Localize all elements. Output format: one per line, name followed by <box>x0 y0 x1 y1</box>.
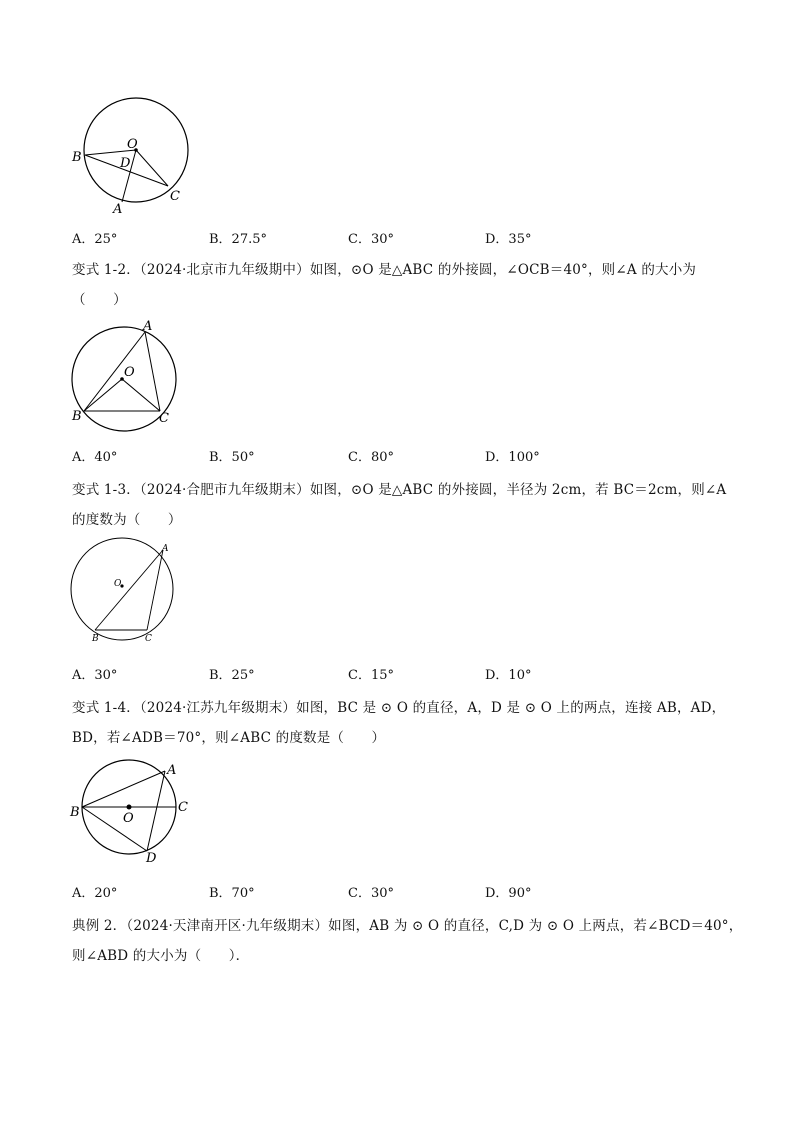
segment-ob <box>84 379 122 411</box>
segment-oc <box>122 379 160 411</box>
question-1-3-line-2: 的度数为（ ） <box>72 512 182 528</box>
figure-1-4-circle-diagram <box>68 756 198 866</box>
label-o: O <box>114 579 122 589</box>
label-b: B <box>72 409 82 424</box>
example-2-line-2: 则∠ABD 的大小为（ ）． <box>72 948 250 964</box>
question-1-2-line-1: 变式 1-2．（2024·北京市九年级期中）如图，⊙O 是△ABC 的外接圆，∠OCB＝40°，则∠A 的大小为 <box>72 262 697 278</box>
option-d[interactable]: D．90° <box>485 886 532 901</box>
segment-ab <box>95 550 163 630</box>
label-o: O <box>124 365 135 380</box>
segment-ac <box>145 332 160 411</box>
option-c[interactable]: C．15° <box>348 668 394 683</box>
option-d[interactable]: D．10° <box>485 668 532 683</box>
circle-o <box>71 538 173 640</box>
option-a[interactable]: A．30° <box>72 668 118 683</box>
option-a[interactable]: A．40° <box>72 450 118 465</box>
label-a: A <box>167 763 177 778</box>
label-b: B <box>70 805 80 820</box>
label-a: A <box>143 319 153 334</box>
option-b[interactable]: B．25° <box>209 668 255 683</box>
example-2-line-1: 典例 2．（2024·天津南开区·九年级期末）如图，AB 为 ⊙ O 的直径，C,D 为 ⊙ O 上两点，若∠BCD＝40°， <box>72 918 743 934</box>
option-a[interactable]: A．20° <box>72 886 118 901</box>
prev-question-options <box>72 228 732 248</box>
label-a: A <box>113 202 123 217</box>
segment-bd <box>82 807 147 851</box>
option-c[interactable]: C．30° <box>348 886 394 901</box>
question-1-4-options <box>72 882 732 902</box>
figure-1-circle-diagram <box>70 92 200 217</box>
option-d[interactable]: D．100° <box>485 450 540 465</box>
label-b: B <box>72 150 82 165</box>
figure-1-2-circle-diagram <box>62 318 192 433</box>
segment-ac <box>147 550 163 630</box>
question-1-3-options <box>72 664 732 684</box>
label-b: B <box>92 634 99 644</box>
segment-oc <box>136 150 168 186</box>
label-d: D <box>120 156 131 171</box>
option-d[interactable]: D．35° <box>485 232 532 247</box>
segment-ad <box>147 771 165 851</box>
segment-ab <box>82 771 165 807</box>
option-b[interactable]: B．70° <box>209 886 255 901</box>
option-b[interactable]: B．27.5° <box>209 232 267 247</box>
question-1-4-line-2: BD，若∠ADB＝70°，则∠ABC 的度数是（ ） <box>72 730 386 746</box>
figure-1-3-circle-diagram <box>70 538 190 648</box>
question-1-4-line-1: 变式 1-4．（2024·江苏九年级期末）如图，BC 是 ⊙ O 的直径，A，D 是 ⊙ O 上的两点，连接 AB，AD， <box>72 700 726 716</box>
question-1-2-line-2: （ ） <box>72 292 127 308</box>
center-point <box>127 805 132 810</box>
label-o: O <box>127 137 138 152</box>
label-o: O <box>123 811 134 826</box>
label-d: D <box>146 851 157 866</box>
label-c: C <box>159 411 169 426</box>
option-c[interactable]: C．80° <box>348 450 394 465</box>
question-1-3-line-1: 变式 1-3．（2024·合肥市九年级期末）如图，⊙O 是△ABC 的外接圆，半径为 2cm，若 BC＝2cm，则∠A <box>72 482 727 498</box>
segment-ab <box>84 332 145 411</box>
label-c: C <box>145 634 152 644</box>
label-c: C <box>178 800 188 815</box>
option-c[interactable]: C．30° <box>348 232 394 247</box>
label-a: A <box>162 544 169 554</box>
label-c: C <box>170 189 180 204</box>
option-b[interactable]: B．50° <box>209 450 255 465</box>
question-1-2-options <box>72 446 732 466</box>
option-a[interactable]: A．25° <box>72 232 118 247</box>
